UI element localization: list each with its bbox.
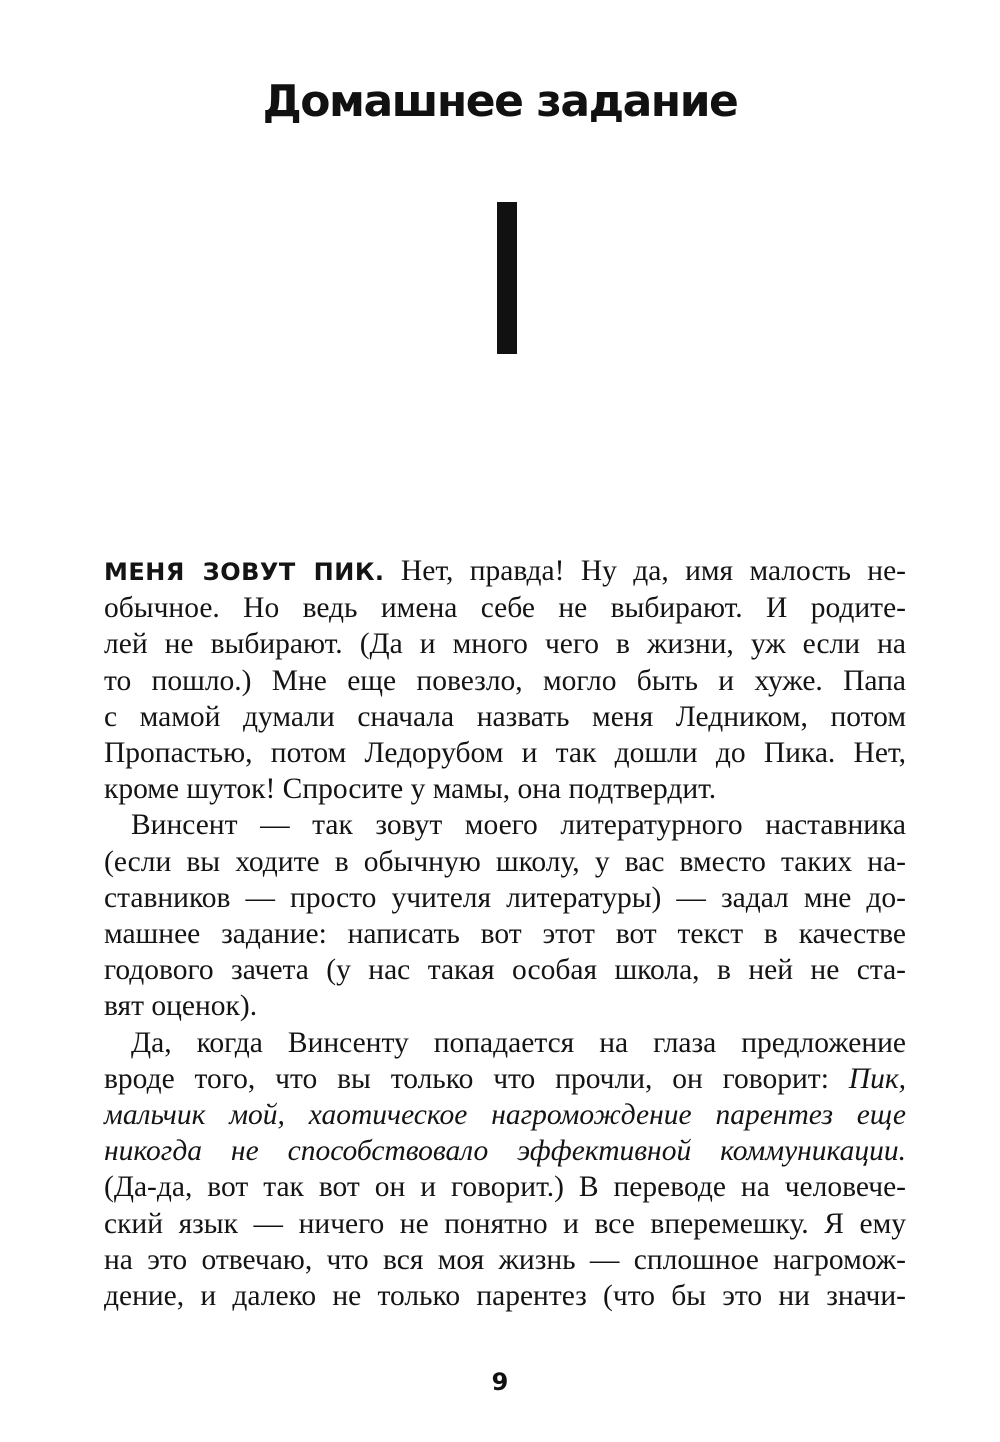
chapter-title: Домашнее задание [262, 76, 738, 127]
text-line: машнее задание: написать вот этот вот текст в качестве [104, 918, 906, 951]
text-line: (Да-да, вот так вот он и говорит.) В переводе на человече- [104, 1171, 906, 1204]
text-line [104, 1061, 906, 1097]
italic-quote: мальчик мой, хаотическое нагромождение парентез еще [104, 1099, 906, 1132]
chapter-number-glyph [497, 202, 517, 354]
text-line-content: вроде того, что вы только что прочли, он говорит: [104, 1062, 849, 1095]
text-line: на это отвечаю, что вся моя жизнь — сплошное нагромож- [104, 1243, 906, 1276]
italic-quote: Пик, [848, 1062, 906, 1095]
text-line: обычное. Но ведь имена себе не выбирают. И родите- [104, 592, 906, 625]
lead-in: МЕНЯ ЗОВУТ ПИК. [104, 558, 385, 586]
paragraph-1 [104, 553, 906, 807]
page-number: 9 [491, 1368, 509, 1396]
italic-quote: никогда не способствовало эффективной коммуникации. [104, 1135, 906, 1168]
text-line: дение, и далеко не только парентез (что бы это ни значи- [104, 1280, 906, 1313]
text-line: Да, когда Винсенту попадается на глаза предложение [131, 1026, 906, 1059]
text-line: Пропастью, потом Ледорубом и так дошли до Пика. Нет, [104, 737, 906, 770]
body-text [104, 553, 906, 1314]
paragraph-3 [104, 1025, 906, 1315]
text-line: ставников — просто учителя литературы) — задал мне до- [104, 881, 906, 914]
text-line [104, 553, 906, 590]
text-line: кроме шуток! Спросите у мамы, она подтвердит. [104, 773, 717, 806]
text-line: ский язык — ничего не понятно и все вперемешку. Я ему [104, 1207, 906, 1240]
text-line: то пошло.) Мне еще повезло, могло быть и хуже. Папа [104, 664, 906, 697]
text-line: лей не выбирают. (Да и много чего в жизни, уж если на [104, 628, 906, 661]
text-line: годового зачета (у нас такая особая школа, в ней не ста- [104, 954, 906, 987]
text-line: с мамой думали сначала назвать меня Ледником, потом [104, 700, 906, 733]
text-line: Винсент — так зовут моего литературного наставника [131, 809, 906, 842]
text-line-content: Нет, правда! Ну да, имя малость не- [384, 555, 906, 587]
text-line: (если вы ходите в обычную школу, у вас вместо таких на- [104, 845, 906, 878]
paragraph-2 [104, 807, 906, 1024]
text-line: вят оценок). [104, 990, 258, 1023]
